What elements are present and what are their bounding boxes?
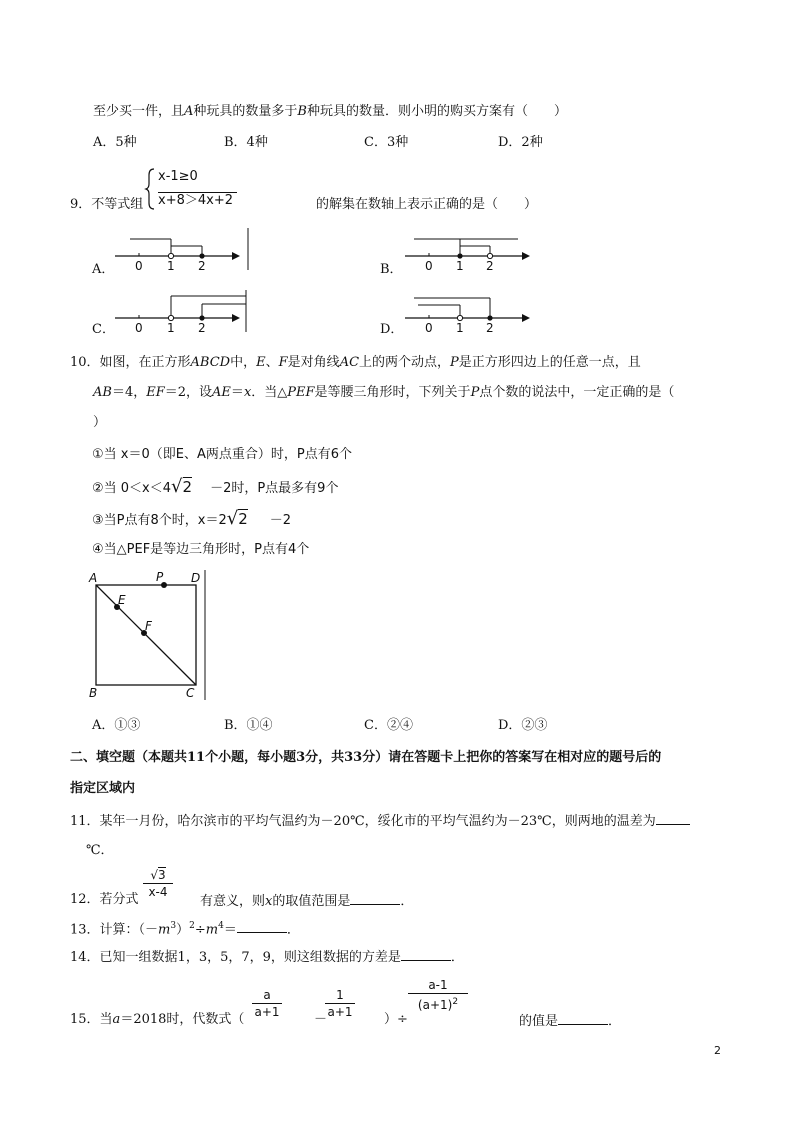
q9-option-d-label: D． <box>380 322 404 337</box>
q15-fraction-2: 1 a+1 <box>325 988 355 1019</box>
q9-numberline-d <box>400 288 540 338</box>
q11-line-1: 11．某年一月份，哈尔滨市的平均气温约为－20℃，绥化市的平均气温约为－23℃，则两地的温差为 <box>70 812 690 830</box>
tick-2: 2 <box>198 259 206 273</box>
tick-2: 2 <box>486 259 494 273</box>
q8-option-c: C．3种 <box>364 135 409 150</box>
tick-0: 0 <box>425 259 433 273</box>
q10-statement-4: ④当△PEF是等边三角形时，P点有4个 <box>92 542 310 557</box>
q8-option-d: D．2种 <box>498 135 543 150</box>
q15-fraction-1: a a+1 <box>252 988 282 1019</box>
q12-fraction: √3 x-4 <box>143 868 173 899</box>
section-2-heading-line-1: 二、填空题（本题共11个小题，每小题3分，共33分）请在答题卡上把你的答案写在相对应的题号后的 <box>70 750 662 765</box>
q10-statement-3: ③当P点有8个时，x＝2√2 －2 <box>92 508 292 529</box>
tick-1: 1 <box>456 259 464 273</box>
label-f: F <box>145 619 152 633</box>
label-b: B <box>89 686 98 700</box>
q12-rest: 有意义，则x的取值范围是 ． <box>200 894 414 909</box>
tick-2: 2 <box>486 321 494 335</box>
q12-prefix: 12．若分式 <box>70 892 139 907</box>
q15-answer-blank <box>558 1012 608 1025</box>
q11-line-2: ℃． <box>86 843 114 858</box>
q9-system-brace <box>146 167 156 211</box>
q15-close-divide: ）÷ <box>384 1012 408 1027</box>
tick-0: 0 <box>135 259 143 273</box>
tick-0: 0 <box>425 321 433 335</box>
q15-fraction-3: a-1 $(a+1)^2$ <box>408 978 468 1012</box>
label-p: P <box>156 570 164 584</box>
tick-1: 1 <box>167 259 175 273</box>
q9-option-b-label: B． <box>380 262 403 277</box>
tick-1: 1 <box>456 321 464 335</box>
q10-line-2: AB＝4，EF＝2，设AE＝x．当△PEF是等腰三角形时，下列关于P点个数的说法中，一定正确的是（ <box>93 385 675 400</box>
page-number: 2 <box>714 1044 721 1057</box>
q9-prefix: 9．不等式组 <box>70 197 144 212</box>
label-c: C <box>186 686 195 700</box>
q9-numberline-a <box>110 226 250 276</box>
q10-statement-2: ②当 0＜x＜4√2 －2时，P点最多有9个 <box>92 476 339 497</box>
q9-inequality-1: x-1≥0 <box>158 169 198 184</box>
tick-0: 0 <box>135 321 143 335</box>
q15-minus: － <box>314 1012 328 1027</box>
label-e: E <box>118 593 126 607</box>
q9-numberline-b <box>400 226 540 276</box>
label-a: A <box>89 571 98 585</box>
sqrt-sign: √ <box>150 868 158 882</box>
q8-option-b: B．4种 <box>224 135 268 150</box>
q8-tail: 至少买一件，且A种玩具的数量多于B种玩具的数量．则小明的购买方案有（ ） <box>93 104 567 119</box>
q9-option-c-label: C． <box>92 322 115 337</box>
section-2-heading-line-2: 指定区域内 <box>70 781 136 796</box>
q13-line: 13．计算：$(-m^3)^2\div m^4=$ ． <box>70 921 300 938</box>
sqrt-sign: √ <box>171 476 183 497</box>
q15-suffix: 的值是 ． <box>519 1014 622 1029</box>
q14-line: 14．已知一组数据1，3，5，7，9，则这组数据的方差是 ． <box>70 950 464 965</box>
label-d: D <box>191 571 201 585</box>
q12-answer-blank <box>350 892 400 905</box>
q11-answer-blank <box>656 812 690 825</box>
q8-option-a: A．5种 <box>93 135 137 150</box>
q14-answer-blank <box>401 948 451 961</box>
q10-line-3: ） <box>93 415 107 430</box>
q9-inequality-2: x+8＞4x+2 <box>158 192 237 209</box>
q13-answer-blank <box>237 920 287 933</box>
q10-square-figure <box>88 570 208 700</box>
sqrt-sign: √ <box>226 508 239 529</box>
q10-option-b: B．①④ <box>224 718 273 733</box>
q10-option-c: C．②④ <box>364 718 413 733</box>
q9-option-a-label: A． <box>92 262 115 277</box>
tick-1: 1 <box>167 321 175 335</box>
q9-suffix: 的解集在数轴上表示正确的是（ ） <box>316 197 538 212</box>
tick-2: 2 <box>198 321 206 335</box>
q10-option-d: D．②③ <box>498 718 548 733</box>
q9-numberline-c <box>110 288 250 338</box>
q10-option-a: A．①③ <box>92 718 141 733</box>
q10-line-1: 10．如图，在正方形ABCD中，E、F是对角线AC上的两个动点，P是正方形四边上的任意一点，且 <box>70 355 641 370</box>
q10-statement-1: ①当 x＝0（即E、A两点重合）时，P点有6个 <box>92 447 352 462</box>
q15-prefix: 15．当a＝2018时，代数式（ <box>70 1012 245 1027</box>
